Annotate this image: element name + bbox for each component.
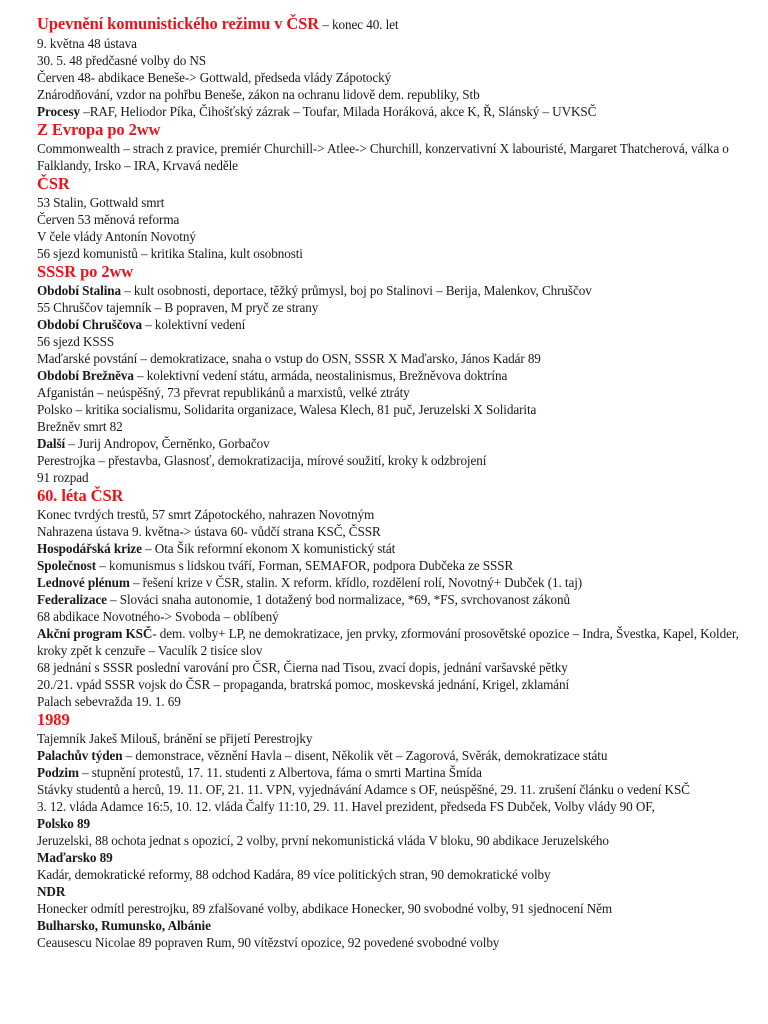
- text-line: [37, 435, 748, 452]
- section-heading-text: 60. léta ČSR: [37, 486, 124, 505]
- text-line: [37, 849, 748, 866]
- section-heading: [37, 710, 748, 730]
- text-line: [37, 730, 748, 747]
- line-text: – řešení krize v ČSR, stalin. X reform. křídlo, rozdělení rolí, Novotný+ Dubček (1. taj): [129, 575, 583, 590]
- text-line: [37, 469, 748, 486]
- text-line: [37, 245, 748, 262]
- line-text: 3. 12. vláda Adamce 16:5, 10. 12. vláda Čalfy 11:10, 29. 11. Havel prezident, předseda FS Dubček, Volby vlády 90 OF,: [37, 799, 655, 814]
- term-label: Hospodářská krize: [37, 541, 142, 556]
- text-line: [37, 900, 748, 917]
- term-label: Procesy: [37, 104, 80, 119]
- text-line: [37, 282, 748, 299]
- term-label: Další: [37, 436, 66, 451]
- text-line: [37, 866, 748, 883]
- text-line: [37, 103, 748, 120]
- text-line: [37, 52, 748, 69]
- line-text: Červen 48- abdikace Beneše-> Gottwald, předseda vlády Zápotocký: [37, 70, 392, 85]
- text-line: [37, 69, 748, 86]
- text-line: [37, 747, 748, 764]
- text-line: [37, 693, 748, 710]
- text-line: [37, 506, 748, 523]
- text-line: [37, 540, 748, 557]
- line-text: Jeruzelski, 88 ochota jednat s opozicí, 2 volby, první nekomunistická vláda V bloku, 90 abdikace Jeruzelského: [37, 833, 609, 848]
- term-label: Podzim: [37, 765, 79, 780]
- section-heading-text: SSSR po 2ww: [37, 262, 134, 281]
- line-text: Honecker odmítl perestrojku, 89 zfalšované volby, abdikace Honecker, 90 svobodné volby, 91 sjednocení Něm: [37, 901, 613, 916]
- line-text: – Ota Šik reformní ekonom X komunistický stát: [141, 541, 396, 556]
- text-line: [37, 625, 748, 659]
- line-text: – demonstrace, věznění Havla – disent, Několik vět – Zagorová, Svěrák, demokratizace státu: [122, 748, 608, 763]
- text-line: [37, 316, 748, 333]
- line-text: Červen 53 měnová reforma: [37, 212, 180, 227]
- text-line: [37, 35, 748, 52]
- text-line: [37, 591, 748, 608]
- text-line: [37, 781, 748, 798]
- line-text: Commonwealth – strach z pravice, premiér Churchill-> Atlee-> Churchill, konzervativní X labouristé, Margaret Thatcherová, válka o Falklandy, Irsko – IRA, Krvavá neděle: [37, 141, 729, 173]
- text-line: [37, 228, 748, 245]
- text-line: [37, 350, 748, 367]
- line-text: - dem. volby+ LP, ne demokratizace, jen prvky, zformování prosovětské opozice – Indra, Švestka, Kapel, Kolder, kroky zpět k cenzuře – Vaculík 2 tisíce slov: [37, 626, 739, 658]
- text-line: [37, 557, 748, 574]
- section-heading: [37, 262, 748, 282]
- line-text: V čele vlády Antonín Novotný: [37, 229, 196, 244]
- line-text: Stávky studentů a herců, 19. 11. OF, 21. 11. VPN, vyjednávání Adamce s OF, neúspěšné, 29. 11. zrušení článku o vedení KSČ: [37, 782, 690, 797]
- line-text: 30. 5. 48 předčasné volby do NS: [37, 53, 207, 68]
- line-text: Palach sebevražda 19. 1. 69: [37, 694, 181, 709]
- line-text: 91 rozpad: [37, 470, 89, 485]
- line-text: – kolektivní vedení státu, armáda, neostalinismus, Brežněvova doktrína: [133, 368, 508, 383]
- term-label: Akční program KSČ: [37, 626, 153, 641]
- text-line: [37, 798, 748, 815]
- term-label: Federalizace: [37, 592, 107, 607]
- section-heading-suffix: – konec 40. let: [319, 17, 399, 32]
- text-line: [37, 401, 748, 418]
- text-line: [37, 367, 748, 384]
- text-line: [37, 86, 748, 103]
- term-label: Bulharsko, Rumunsko, Albánie: [37, 918, 211, 933]
- section-heading-text: ČSR: [37, 174, 70, 193]
- line-text: 20./21. vpád SSSR vojsk do ČSR – propaganda, bratrská pomoc, moskevská jednání, Krigel, zklamání: [37, 677, 570, 692]
- line-text: Kadár, demokratické reformy, 88 odchod Kadára, 89 více politických stran, 90 demokratické volby: [37, 867, 551, 882]
- line-text: Perestrojka – přestavba, Glasnosť, demokratizacija, mírové soužití, kroky k odzbrojení: [37, 453, 487, 468]
- line-text: – komunismus s lidskou tváří, Forman, SEMAFOR, podpora Dubčeka ze SSSR: [96, 558, 514, 573]
- line-text: – Slováci snaha autonomie, 1 dotažený bod normalizace, *69, *FS, svrchovanost zákonů: [106, 592, 571, 607]
- section-heading: [37, 486, 748, 506]
- term-label: Období Stalina: [37, 283, 121, 298]
- text-line: [37, 211, 748, 228]
- text-line: [37, 934, 748, 951]
- text-line: [37, 384, 748, 401]
- term-label: Maďarsko 89: [37, 850, 113, 865]
- line-text: 56 sjezd komunistů – kritika Stalina, kult osobnosti: [37, 246, 303, 261]
- term-label: Společnost: [37, 558, 97, 573]
- section-heading: [37, 14, 748, 35]
- line-text: 9. května 48 ústava: [37, 36, 137, 51]
- line-text: 55 Chruščov tajemník – B popraven, M pryč ze strany: [37, 300, 319, 315]
- text-line: [37, 574, 748, 591]
- text-line: [37, 676, 748, 693]
- term-label: Palachův týden: [37, 748, 123, 763]
- line-text: Afganistán – neúspěšný, 73 převrat republikánů a marxistů, velké ztráty: [37, 385, 410, 400]
- text-line: [37, 194, 748, 211]
- line-text: – kolektivní vedení: [142, 317, 246, 332]
- line-text: Polsko – kritika socialismu, Solidarita organizace, Walesa Klech, 81 puč, Jeruzelski X Solidarita: [37, 402, 537, 417]
- section-heading: [37, 174, 748, 194]
- term-label: Lednové plénum: [37, 575, 130, 590]
- line-text: 68 abdikace Novotného-> Svoboda – oblíbený: [37, 609, 279, 624]
- line-text: Maďarské povstání – demokratizace, snaha o vstup do OSN, SSSR X Maďarsko, János Kadár 89: [37, 351, 541, 366]
- text-line: [37, 523, 748, 540]
- line-text: Ceausescu Nicolae 89 popraven Rum, 90 vítězství opozice, 92 povedené svobodné volby: [37, 935, 500, 950]
- line-text: 53 Stalin, Gottwald smrt: [37, 195, 165, 210]
- text-line: [37, 815, 748, 832]
- text-line: [37, 832, 748, 849]
- line-text: 56 sjezd KSSS: [37, 334, 115, 349]
- section-heading-text: Upevnění komunistického režimu v ČSR: [37, 14, 320, 33]
- text-line: [37, 917, 748, 934]
- term-label: Polsko 89: [37, 816, 90, 831]
- text-line: [37, 140, 748, 174]
- text-line: [37, 608, 748, 625]
- section-heading-text: 1989: [37, 710, 70, 729]
- line-text: – stupnění protestů, 17. 11. studenti z Albertova, fáma o smrti Martina Šmída: [78, 765, 482, 780]
- line-text: Tajemník Jakeš Milouš, bránění se přijetí Perestrojky: [37, 731, 313, 746]
- text-line: [37, 418, 748, 435]
- line-text: 68 jednání s SSSR poslední varování pro ČSR, Čierna nad Tisou, zvací dopis, jednání varšavské pětky: [37, 660, 568, 675]
- text-line: [37, 333, 748, 350]
- line-text: Brežněv smrt 82: [37, 419, 123, 434]
- line-text: – Jurij Andropov, Černěnko, Gorbačov: [65, 436, 270, 451]
- line-text: –RAF, Heliodor Píka, Čihošťský zázrak – Toufar, Milada Horáková, akce K, Ř, Slánský – UVKSČ: [80, 104, 597, 119]
- term-label: NDR: [37, 884, 66, 899]
- text-line: [37, 764, 748, 781]
- text-line: [37, 883, 748, 900]
- term-label: Období Chruščova: [37, 317, 143, 332]
- line-text: Konec tvrdých trestů, 57 smrt Zápotockého, nahrazen Novotným: [37, 507, 375, 522]
- section-heading: [37, 120, 748, 140]
- section-heading-text: Z Evropa po 2ww: [37, 120, 161, 139]
- line-text: – kult osobnosti, deportace, těžký průmysl, boj po Stalinovi – Berija, Malenkov, Chruščov: [121, 283, 592, 298]
- term-label: Období Brežněva: [37, 368, 134, 383]
- line-text: Znárodňování, vzdor na pohřbu Beneše, zákon na ochranu lidově dem. republiky, Stb: [37, 87, 480, 102]
- line-text: Nahrazena ústava 9. května-> ústava 60- vůdčí strana KSČ, ČSSR: [37, 524, 381, 539]
- text-line: [37, 299, 748, 316]
- text-line: [37, 452, 748, 469]
- text-line: [37, 659, 748, 676]
